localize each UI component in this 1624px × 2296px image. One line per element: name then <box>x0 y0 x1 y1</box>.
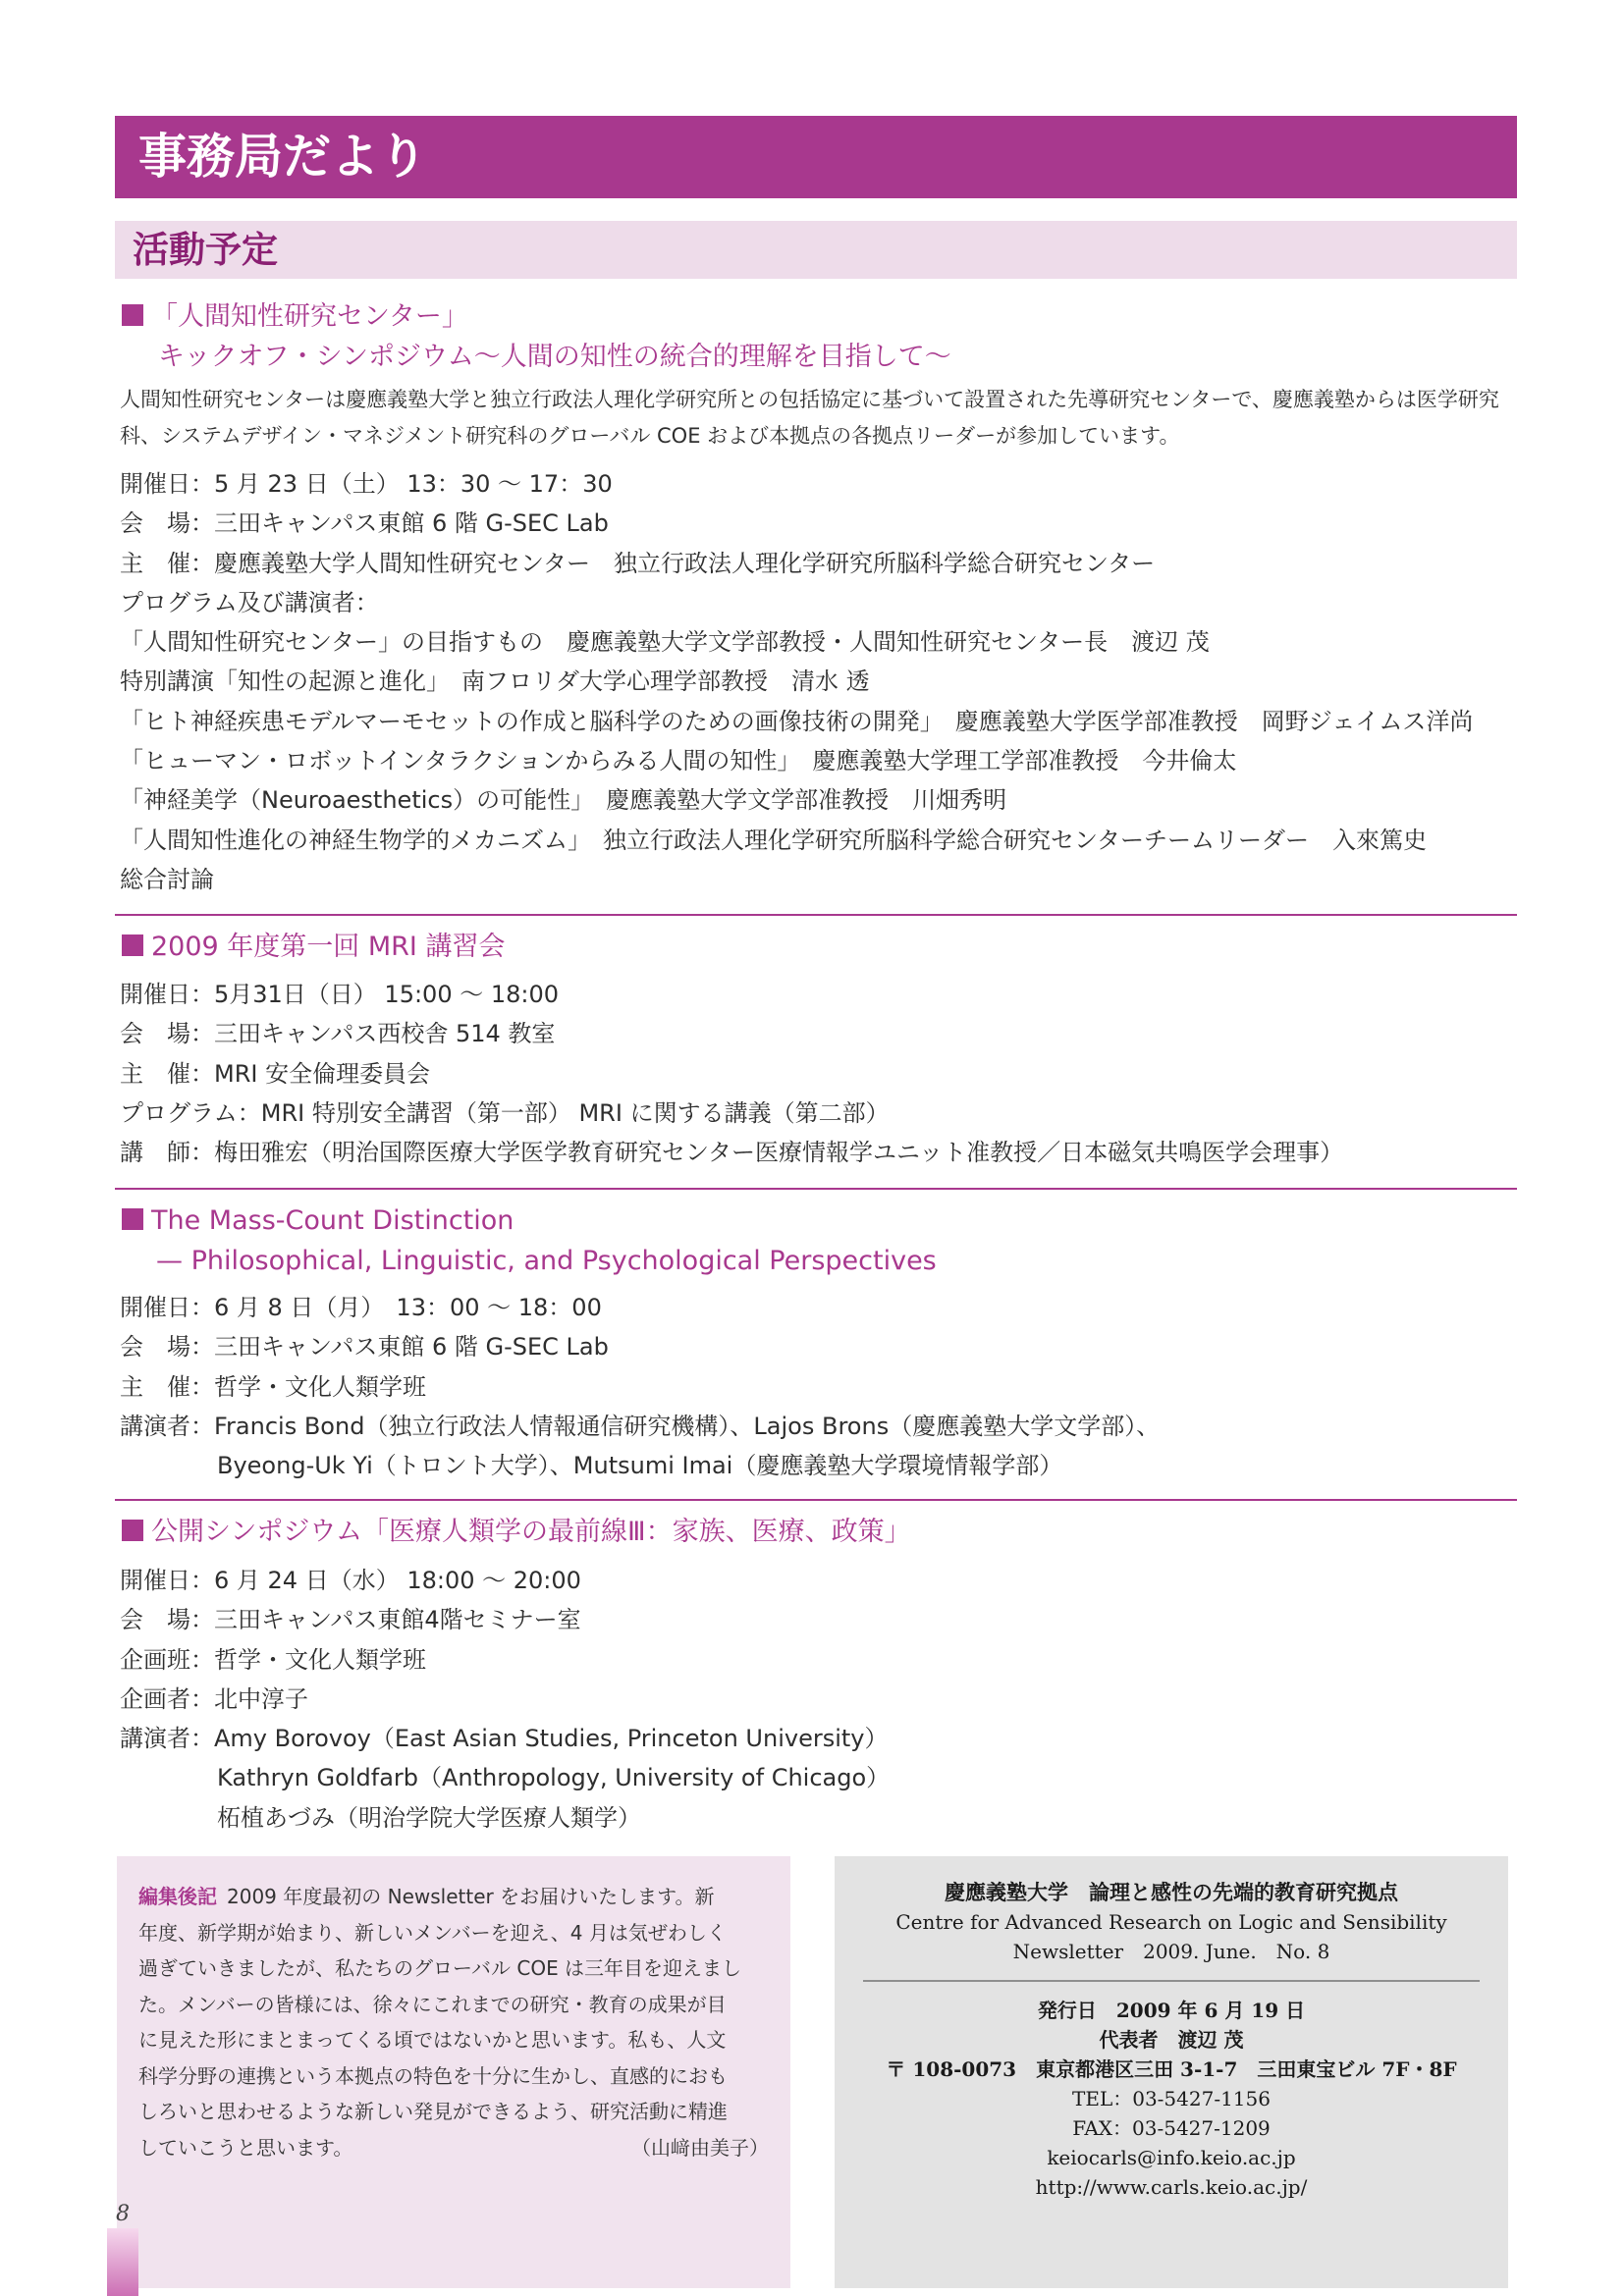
representative: 代表者 渡辺 茂 <box>1099 2028 1244 2052</box>
note-line: 過ぎていきましたが、私たちのグローバル COE は三年目を迎えまし <box>138 1956 742 1980</box>
note-line: に見えた形にまとまってくる頃ではないかと思います。私も、人文 <box>138 2028 727 2052</box>
page-corner-stripe <box>107 2228 138 2296</box>
detail-line: 会 場：三田キャンパス東館 6 階 G-SEC Lab <box>120 509 609 538</box>
website-url[interactable]: http://www.carls.keio.ac.jp/ <box>1035 2175 1308 2199</box>
detail-line: プログラム：MRI 特別安全講習（第一部） MRI に関する講義（第二部） <box>120 1098 890 1127</box>
note-line: た。メンバーの皆様には、徐々にこれまでの研究・教育の成果が目 <box>138 1992 727 2016</box>
event-details-1 <box>120 464 1524 899</box>
page-header-title: 事務局だより <box>138 129 428 185</box>
note-line: 年度、新学期が始まり、新しいメンバーを迎え、4 月は気ぜわしく <box>138 1920 727 1945</box>
detail-line: 会 場：三田キャンパス西校舎 514 教室 <box>120 1020 556 1048</box>
event-description-1: 人間知性研究センターは慶應義塾大学と独立行政法人理化学研究所との包括協定に基づいて設置された先導研究センターで、慶應義塾からは医学研究科、システムデザイン・マネジメント研究科のグローバル COE および本拠点の各拠点リーダーが参加しています。 <box>120 388 1499 448</box>
section-divider <box>115 1499 1517 1501</box>
publisher-info <box>835 1856 1508 2288</box>
section-header <box>115 221 1517 279</box>
detail-line: 主 催：哲学・文化人類学班 <box>120 1372 426 1401</box>
note-label: 編集後記 <box>138 1885 217 1908</box>
detail-line: 総合討論 <box>120 865 214 893</box>
detail-line: 特別講演「知性の起源と進化」 南フロリダ大学心理学部教授 清水 透 <box>120 667 870 696</box>
detail-line: 「ヒューマン・ロボットインタラクションからみる人間の知性」 慶應義塾大学理工学部准教授 今井倫太 <box>120 747 1237 775</box>
event-details-2 <box>120 975 1524 1172</box>
event-title-3: The Mass-Count Distinction — Philosophical, Linguistic, and Psychological Perspectives <box>122 1201 937 1281</box>
event-details-3 <box>120 1288 1524 1485</box>
newsletter-issue: Newsletter 2009. June. No. 8 <box>1012 1940 1330 1963</box>
detail-line: 「人間知性研究センター」の目指すもの 慶應義塾大学文学部教授・人間知性研究センター長 渡辺 茂 <box>120 628 1210 657</box>
event-details-4 <box>120 1561 1524 1838</box>
detail-line: Kathryn Goldfarb（Anthropology, University of Chicago） <box>217 1764 891 1792</box>
page-number: 8 <box>116 2202 130 2226</box>
detail-line: 「ヒト神経疾患モデルマーモセットの作成と脳科学のための画像技術の開発」 慶應義塾大学医学部准教授 岡野ジェイムス洋尚 <box>120 707 1474 735</box>
detail-line: 企画者：北中淳子 <box>120 1684 308 1713</box>
note-signature: （山﨑由美子） <box>631 2136 769 2160</box>
detail-line: 講 師：梅田雅宏（明治国際医療大学医学教育研究センター医療情報学ユニット准教授／日本磁気共鳴医学会理事） <box>120 1139 1344 1167</box>
detail-line: 開催日：6 月 24 日（水） 18:00 〜 20:00 <box>120 1567 581 1594</box>
telephone: TEL：03-5427-1156 <box>1072 2087 1271 2110</box>
editor-note <box>117 1856 790 2288</box>
info-divider <box>863 1980 1480 1982</box>
email[interactable]: keiocarls@info.keio.ac.jp <box>1047 2146 1296 2169</box>
detail-line: 会 場：三田キャンパス東館 6 階 G-SEC Lab <box>120 1333 609 1362</box>
detail-line: 柘植あづみ（明治学院大学医療人類学） <box>217 1803 641 1832</box>
detail-line: 開催日：5月31日（日） 15:00 〜 18:00 <box>120 981 560 1008</box>
publish-date: 発行日 2009 年 6 月 19 日 <box>1037 1999 1306 2022</box>
event-title-2: 2009 年度第一回 MRI 講習会 <box>122 927 505 967</box>
detail-line: 企画班：哲学・文化人類学班 <box>120 1645 426 1674</box>
address: 〒 108-0073 東京都港区三田 3-1-7 三田東宝ビル 7F・8F <box>886 2057 1457 2081</box>
square-bullet-icon <box>122 1520 143 1541</box>
org-name-en: Centre for Advanced Research on Logic and Sensibility <box>895 1910 1447 1934</box>
note-line: しろいと思わせるような新しい発見ができるよう、研究活動に精進 <box>138 2100 728 2123</box>
event-title-1: 「人間知性研究センター」 キックオフ・シンポジウム〜人間の知性の統合的理解を目指して〜 <box>122 296 951 377</box>
detail-line: 会 場：三田キャンパス東館4階セミナー室 <box>120 1606 581 1634</box>
detail-line: Byeong-Uk Yi（トロント大学）、Mutsumi Imai（慶應義塾大学環境情報学部） <box>217 1452 1063 1480</box>
square-bullet-icon <box>122 934 143 956</box>
detail-line: 講演者：Amy Borovoy（East Asian Studies, Princeton University） <box>120 1725 889 1753</box>
note-line: 編集後記 2009 年度最初の Newsletter をお届けいたします。新 <box>138 1885 715 1908</box>
detail-line: 「神経美学（Neuroaesthetics）の可能性」 慶應義塾大学文学部准教授 川畑秀明 <box>120 786 1007 815</box>
section-header-title: 活動予定 <box>133 229 278 271</box>
note-line: していこうと思います。 <box>138 2135 353 2160</box>
detail-line: 開催日：6 月 8 日（月） 13：00 〜 18：00 <box>120 1294 602 1321</box>
detail-line: プログラム及び講演者： <box>120 588 379 616</box>
detail-line: 主 催：慶應義塾大学人間知性研究センター 独立行政法人理化学研究所脳科学総合研究センター <box>120 549 1156 577</box>
detail-line: 「人間知性進化の神経生物学的メカニズム」 独立行政法人理化学研究所脳科学総合研究センターチームリーダー 入來篤史 <box>120 826 1428 854</box>
detail-line: 講演者：Francis Bond（独立行政法人情報通信研究機構）、Lajos Brons（慶應義塾大学文学部）、 <box>120 1412 1161 1440</box>
square-bullet-icon <box>122 304 143 326</box>
detail-line: 開催日：5 月 23 日（土） 13：30 〜 17：30 <box>120 470 613 498</box>
page-header <box>115 116 1517 198</box>
detail-line: 主 催：MRI 安全倫理委員会 <box>120 1059 431 1088</box>
square-bullet-icon <box>122 1208 143 1230</box>
note-line: 科学分野の連携という本拠点の特色を十分に生かし、直感的におも <box>138 2063 728 2088</box>
org-name-ja: 慶應義塾大学 論理と感性の先端的教育研究拠点 <box>945 1880 1398 1904</box>
fax: FAX：03-5427-1209 <box>1072 2116 1271 2140</box>
section-divider <box>115 914 1517 916</box>
event-title-4: 公開シンポジウム「医療人類学の最前線Ⅲ：家族、医療、政策」 <box>122 1512 911 1552</box>
section-divider <box>115 1188 1517 1190</box>
